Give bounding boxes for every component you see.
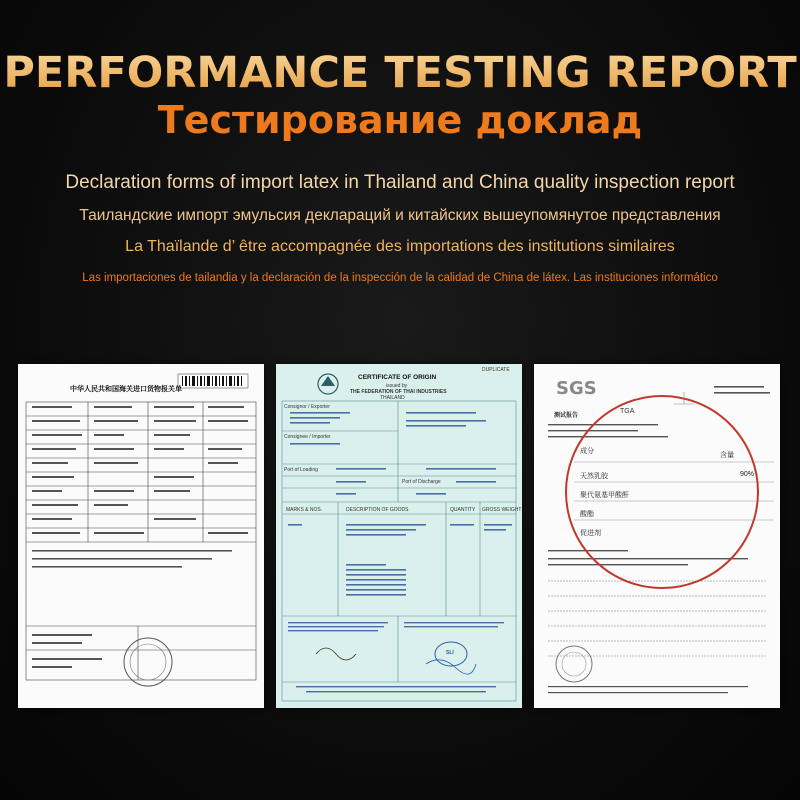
page-subtitle-ru: Тестирование доклад	[157, 98, 643, 142]
sgs-row-accelerator: 促进剂	[580, 530, 601, 537]
description-ru: Таиландские импорт эмульсия деклараций и китайских вышеупомянутое представления	[79, 207, 721, 224]
description-fr: La Thaïlande d’ être accompagnée des importations des institutions similaires	[125, 238, 675, 255]
sgs-form-grid	[534, 364, 780, 708]
certificate-of-origin-image	[276, 364, 522, 708]
customs-form-grid	[18, 364, 264, 708]
description-es: Las importaciones de tailandia y la declaración de la inspección de la calidad de China de látex. Las instituciones informático	[82, 272, 718, 284]
sgs-row-composition: 成分	[580, 448, 594, 455]
origin-weight-header: GROSS WEIGHT	[482, 507, 522, 513]
description-en: Declaration forms of import latex in Thailand and China quality inspection report	[65, 172, 735, 193]
sgs-natural-latex-pct: 90%	[740, 471, 755, 478]
origin-port-discharge-label: Port of Discharge	[402, 479, 441, 485]
origin-country: THAILAND	[380, 395, 405, 401]
origin-goods-header: DESCRIPTION OF GOODS	[346, 507, 409, 513]
sgs-report-label: 测试报告	[554, 413, 579, 419]
sgs-content-header: 含量	[720, 452, 734, 459]
origin-issued-by: issued by	[386, 383, 408, 389]
origin-marks-header: MARKS & NOS.	[286, 507, 323, 513]
sgs-seal-icon	[556, 646, 592, 682]
customs-declaration-image	[18, 364, 264, 708]
origin-consignee-label: Consignee / Importer	[284, 434, 331, 440]
origin-sli-stamp: SLI	[446, 650, 454, 656]
origin-port-loading-label: Port of Loading	[284, 467, 318, 473]
sgs-row-ester: 酸酯	[580, 511, 594, 518]
sgs-tga-label: TGA	[620, 408, 635, 415]
origin-title: CERTIFICATE OF ORIGIN	[358, 374, 437, 381]
page-title: PERFORMANCE TESTING REPORT	[0, 48, 800, 98]
sgs-row-polyurethane: 聚代氨基甲酸酐	[580, 492, 629, 499]
origin-form-grid	[276, 364, 522, 708]
origin-quantity-header: QUANTITY	[450, 507, 476, 513]
origin-consignor-label: Consignor / Exporter	[284, 404, 330, 410]
sgs-row-natural-latex: 天然乳胶	[580, 473, 608, 480]
customs-title: 中华人民共和国海关进口货物报关单	[70, 386, 182, 393]
origin-authority: THE FEDERATION OF THAI INDUSTRIES	[350, 389, 447, 395]
sgs-report-image	[534, 364, 780, 708]
origin-duplicate: DUPLICATE	[482, 367, 510, 373]
sgs-logo: SGS	[556, 378, 597, 399]
